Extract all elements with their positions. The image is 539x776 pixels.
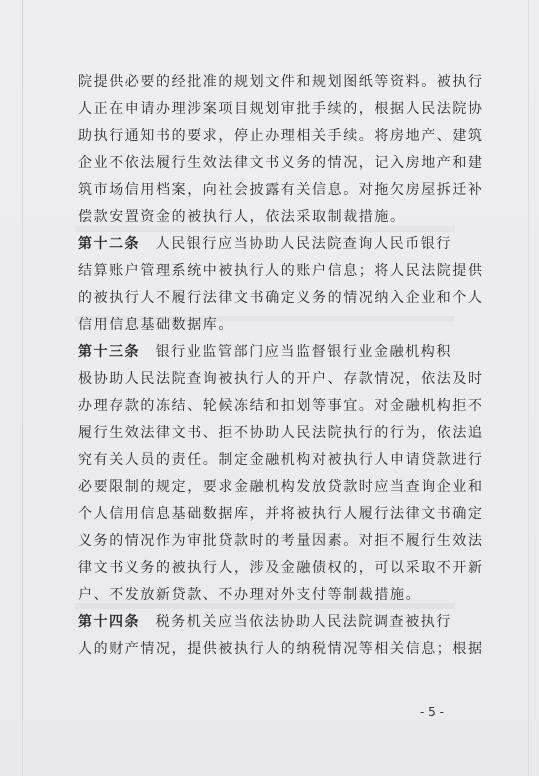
text-line xyxy=(78,528,484,555)
text-line xyxy=(78,204,450,231)
article-number: 第十四条 xyxy=(78,614,140,630)
line-text: 办理存款的冻结、轮候冻结和扣划等事宜。对金融机构拒不 xyxy=(78,398,484,414)
article-paragraph-start xyxy=(78,609,453,636)
line-text: 户、不发放新贷款、不办理对外支付等制裁措施。 xyxy=(78,587,422,603)
line-text: 极协助人民法院查询被执行人的开户、存款情况，依法及时 xyxy=(78,371,484,387)
line-text: 人的财产情况，提供被执行人的纳税情况等相关信息；根据 xyxy=(78,641,484,657)
line-text: 必要限制的规定，要求金融机构发放贷款时应当查询企业和 xyxy=(78,479,484,495)
line-text: 偿款安置资金的被执行人，依法采取制裁措施。 xyxy=(78,209,406,225)
line-text: 义务的情况作为审批贷款时的考量因素。对拒不履行生效法 xyxy=(78,533,484,549)
text-line xyxy=(78,501,484,528)
line-text: 人民银行应当协助人民法院查询人民币银行 xyxy=(155,236,453,252)
line-text: 企业不依法履行生效法律文书义务的情况，记入房地产和建 xyxy=(78,155,484,171)
line-text: 人正在申请办理涉案项目规划审批手续的，根据人民法院协 xyxy=(78,101,484,117)
line-text: 结算账户管理系统中被执行人的账户信息；将人民法院提供 xyxy=(78,263,484,279)
text-line xyxy=(78,312,450,339)
text-line xyxy=(78,69,484,96)
article-number: 第十三条 xyxy=(78,344,140,360)
line-text: 助执行通知书的要求，停止办理相关手续。将房地产、建筑 xyxy=(78,128,484,144)
page-fold-right xyxy=(528,0,529,776)
line-text: 个人信用信息基础数据库，并将被执行人履行法律文书确定 xyxy=(78,506,484,522)
line-text: 履行生效法律文书、拒不协助人民法院执行的行为，依法追 xyxy=(78,425,484,441)
article-number: 第十二条 xyxy=(78,236,140,252)
text-line xyxy=(78,258,484,285)
line-text: 筑市场信用档案，向社会披露有关信息。对拖欠房屋拆迁补 xyxy=(78,182,484,198)
text-line xyxy=(78,366,484,393)
line-text: 院提供必要的经批准的规划文件和规划图纸等资料。被执行 xyxy=(78,74,484,90)
text-line xyxy=(78,636,484,663)
text-line xyxy=(78,447,484,474)
line-text: 信用信息基础数据库。 xyxy=(78,317,234,333)
text-line xyxy=(78,555,484,582)
document-body xyxy=(78,69,484,663)
text-line xyxy=(78,285,484,312)
text-line xyxy=(78,474,484,501)
page-number: - 5 - xyxy=(420,705,444,719)
line-text: 律文书义务的被执行人，涉及金融债权的，可以采取不开新 xyxy=(78,560,484,576)
line-text: 税务机关应当依法协助人民法院调查被执行 xyxy=(155,614,453,630)
article-paragraph-start xyxy=(78,339,453,366)
text-line xyxy=(78,420,484,447)
text-line xyxy=(78,150,484,177)
text-line xyxy=(78,96,484,123)
article-paragraph-start xyxy=(78,231,453,258)
line-text: 银行业监管部门应当监督银行业金融机构积 xyxy=(155,344,453,360)
text-line xyxy=(78,582,450,609)
text-line xyxy=(78,123,484,150)
page-fold-left xyxy=(22,0,23,776)
line-text: 的被执行人不履行法律文书确定义务的情况纳入企业和个人 xyxy=(78,290,484,306)
text-line xyxy=(78,393,484,420)
text-line xyxy=(78,177,484,204)
line-text: 究有关人员的责任。制定金融机构对被执行人申请贷款进行 xyxy=(78,452,484,468)
